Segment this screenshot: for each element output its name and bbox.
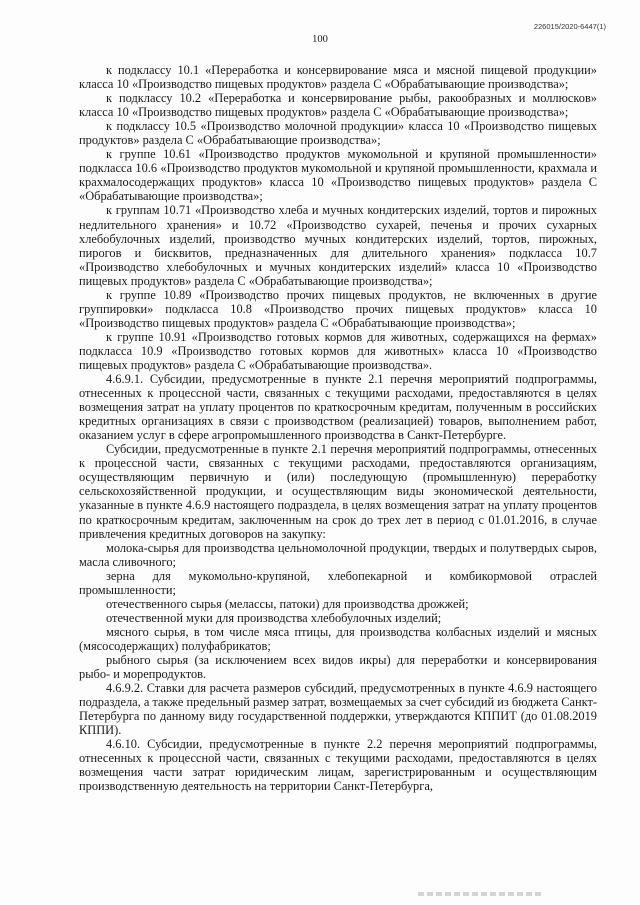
paragraph: 4.6.9.2. Ставки для расчета размеров субсидий, предусмотренных в пункте 4.6.9 настоящего подраздела, а также предельный размер затрат, возмещаемых за счет субсидий из бюджета Санкт-Петербурга по данному виду государственной поддержки, утверждаются КППИТ (до 01.08.2019 КППИ). bbox=[79, 681, 597, 738]
scan-artifact bbox=[418, 892, 542, 896]
paragraph: Субсидии, предусмотренные в пункте 2.1 перечня мероприятий подпрограммы, отнесенных к процессной части, связанных с текущими расходами, предоставляются организациям, осуществляющим первичную и (или) последующую (промышленную) переработку сельскохозяйственной продукции, и осуществляющим виды экономической деятельности, указанные в пункте 4.6.9 настоящего подраздела, в целях возмещения затрат на уплату процентов по краткосрочным кредитам, заключенным на срок до трех лет в период с 01.01.2016, в случае привлечения кредитных договоров на закупку: bbox=[79, 442, 597, 541]
paragraph: к группе 10.91 «Производство готовых кормов для животных, содержащихся на фермах» подкласса 10.9 «Производство готовых кормов для животных» класса 10 «Производство пищевых продуктов» раздела С «Обрабатывающие производства». bbox=[79, 329, 597, 372]
paragraph: к подклассу 10.2 «Переработка и консервирование рыбы, ракообразных и моллюсков» класса 10 «Производство пищевых продуктов» раздела С «Обрабатывающие производства»; bbox=[79, 91, 597, 120]
list-item: рыбного сырья (за исключением всех видов икры) для переработки и консервирования рыбо- и морепродуктов. bbox=[79, 652, 597, 682]
paragraph: к группе 10.61 «Производство продуктов мукомольной и крупяной промышленности» подкласса 10.6 «Производство продуктов мукомольной и крупяной промышленности, крахмала и крахмалосодержащих продуктов» класса 10 «Производство пищевых продуктов» раздела С «Обрабатывающие производства»; bbox=[79, 147, 597, 204]
list-item: отечественного сырья (мелассы, патоки) для производства дрожжей; bbox=[106, 596, 469, 611]
list-item: молока-сырья для производства цельномолочной продукции, твердых и полутвердых сыров, масла сливочного; bbox=[79, 540, 597, 569]
document-body bbox=[79, 63, 597, 793]
paragraph: к группе 10.89 «Производство прочих пищевых продуктов, не включенных в другие группировки» подкласса 10.8 «Производство прочих пищевых продуктов» класса 10 «Производство пищевых продуктов» раздела С «Обрабатывающие производства»; bbox=[79, 287, 597, 330]
paragraph: 4.6.10. Субсидии, предусмотренные в пункте 2.2 перечня мероприятий подпрограммы, отнесенных к процессной части, связанных с текущими расходами, предоставляются в целях возмещения части затрат юридическим лицам, зарегистрированным и осуществляющим производственную деятельность на территории Санкт-Петербурга, bbox=[79, 737, 597, 794]
list-item: отечественной муки для производства хлебобулочных изделий; bbox=[106, 610, 442, 625]
paragraph: к подклассу 10.1 «Переработка и консервирование мяса и мясной пищевой продукции» класса 10 «Производство пищевых продуктов» раздела С «Обрабатывающие производства»; bbox=[79, 63, 597, 92]
document-id: 226015/2020-6447(1) bbox=[533, 22, 606, 31]
list-item: зерна для мукомольно-крупяной, хлебопекарной и комбикормовой отраслей промышленности; bbox=[79, 568, 597, 597]
list-item: мясного сырья, в том числе мяса птицы, для производства колбасных изделий и мясных (мясосодержащих) полуфабрикатов; bbox=[79, 624, 597, 653]
page-number: 100 bbox=[312, 34, 328, 45]
paragraph: к подклассу 10.5 «Производство молочной продукции» класса 10 «Производство пищевых продуктов» раздела С «Обрабатывающие производства»; bbox=[79, 119, 597, 148]
paragraph: к группам 10.71 «Производство хлеба и мучных кондитерских изделий, тортов и пирожных недлительного хранения» и 10.72 «Производство сухарей, печенья и прочих сухарных хлебобулочных изделий, производство мучных кондитерских изделий, тортов, пирожных, пирогов и бисквитов, предназначенных для длительного хранения» подкласса 10.7 «Производство хлебобулочных и мучных кондитерских изделий» класса 10 «Производство пищевых продуктов» раздела С «Обрабатывающие производства»; bbox=[79, 203, 597, 288]
paragraph: 4.6.9.1. Субсидии, предусмотренные в пункте 2.1 перечня мероприятий подпрограммы, отнесенных к процессной части, связанных с текущими расходами, предоставляются в целях возмещения затрат на уплату процентов по краткосрочным кредитам, полученным в российских кредитных организациях в связи с производством (реализацией) товаров, выполнением работ, оказанием услуг в сфере агропромышленного производства в Санкт-Петербурге. bbox=[79, 372, 597, 443]
